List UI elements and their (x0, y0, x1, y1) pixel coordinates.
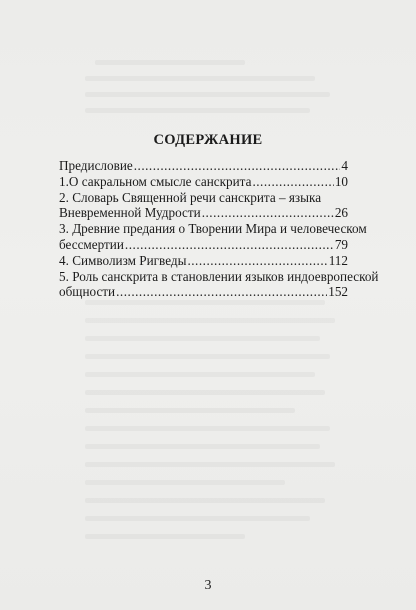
show-through-mark (85, 534, 245, 539)
toc-entry-4 (59, 253, 348, 269)
toc-page-number: 79 (334, 236, 348, 252)
show-through-mark (85, 354, 330, 359)
show-through-mark (85, 336, 320, 341)
toc-heading: СОДЕРЖАНИЕ (153, 132, 263, 148)
show-through-mark (85, 76, 315, 81)
toc-page-number: 4 (341, 158, 348, 173)
show-through-mark (85, 498, 325, 503)
show-through-mark (85, 462, 335, 467)
show-through-mark (85, 108, 310, 113)
toc-page-number: 10 (334, 173, 348, 189)
dot-leader (252, 174, 333, 190)
toc-entry-1 (59, 174, 348, 190)
toc-entry-title-line2: Вневременной Мудрости (59, 205, 201, 221)
toc-entry-title-line1: 2. Словарь Священной речи санскрита – языка (59, 189, 322, 205)
toc-entry-title-line2: бессмертии (59, 236, 124, 252)
page-number: 3 (204, 578, 212, 593)
toc-entry-title-line1: 5. Роль санскрита в становлении языков индоевропеской (59, 268, 379, 284)
show-through-mark (85, 372, 315, 377)
toc-entry-title: Предисловие (59, 158, 133, 173)
dot-leader (116, 284, 327, 300)
toc-entry-3 (59, 221, 367, 253)
toc-entry-title: 1.О сакральном смысле санскрита (59, 173, 252, 189)
toc-page-number: 112 (328, 252, 348, 268)
dot-leader (187, 253, 327, 269)
dot-leader (202, 205, 334, 221)
toc-entry-5 (59, 268, 379, 301)
toc-entry-title: 4. Символизм Ригведы (59, 252, 187, 268)
dot-leader (134, 158, 341, 174)
toc-entry-title-line1: 3. Древние предания о Творении Мира и человеческом (59, 221, 367, 237)
show-through-mark (85, 390, 325, 395)
show-through-mark (85, 516, 310, 521)
show-through-mark (85, 480, 285, 485)
show-through-mark (85, 318, 335, 323)
show-through-mark (85, 300, 325, 305)
show-through-mark (85, 444, 320, 449)
show-through-mark (85, 408, 295, 413)
table-of-contents (59, 158, 379, 300)
toc-entry-2 (59, 190, 348, 222)
toc-entry-preface (59, 158, 348, 174)
toc-entry-title-line2: общности (59, 284, 116, 300)
show-through-mark (85, 92, 330, 97)
show-through-mark (85, 426, 330, 431)
toc-page-number: 26 (334, 205, 348, 221)
dot-leader (125, 237, 334, 253)
toc-page-number: 152 (328, 284, 348, 300)
show-through-mark (95, 60, 245, 65)
